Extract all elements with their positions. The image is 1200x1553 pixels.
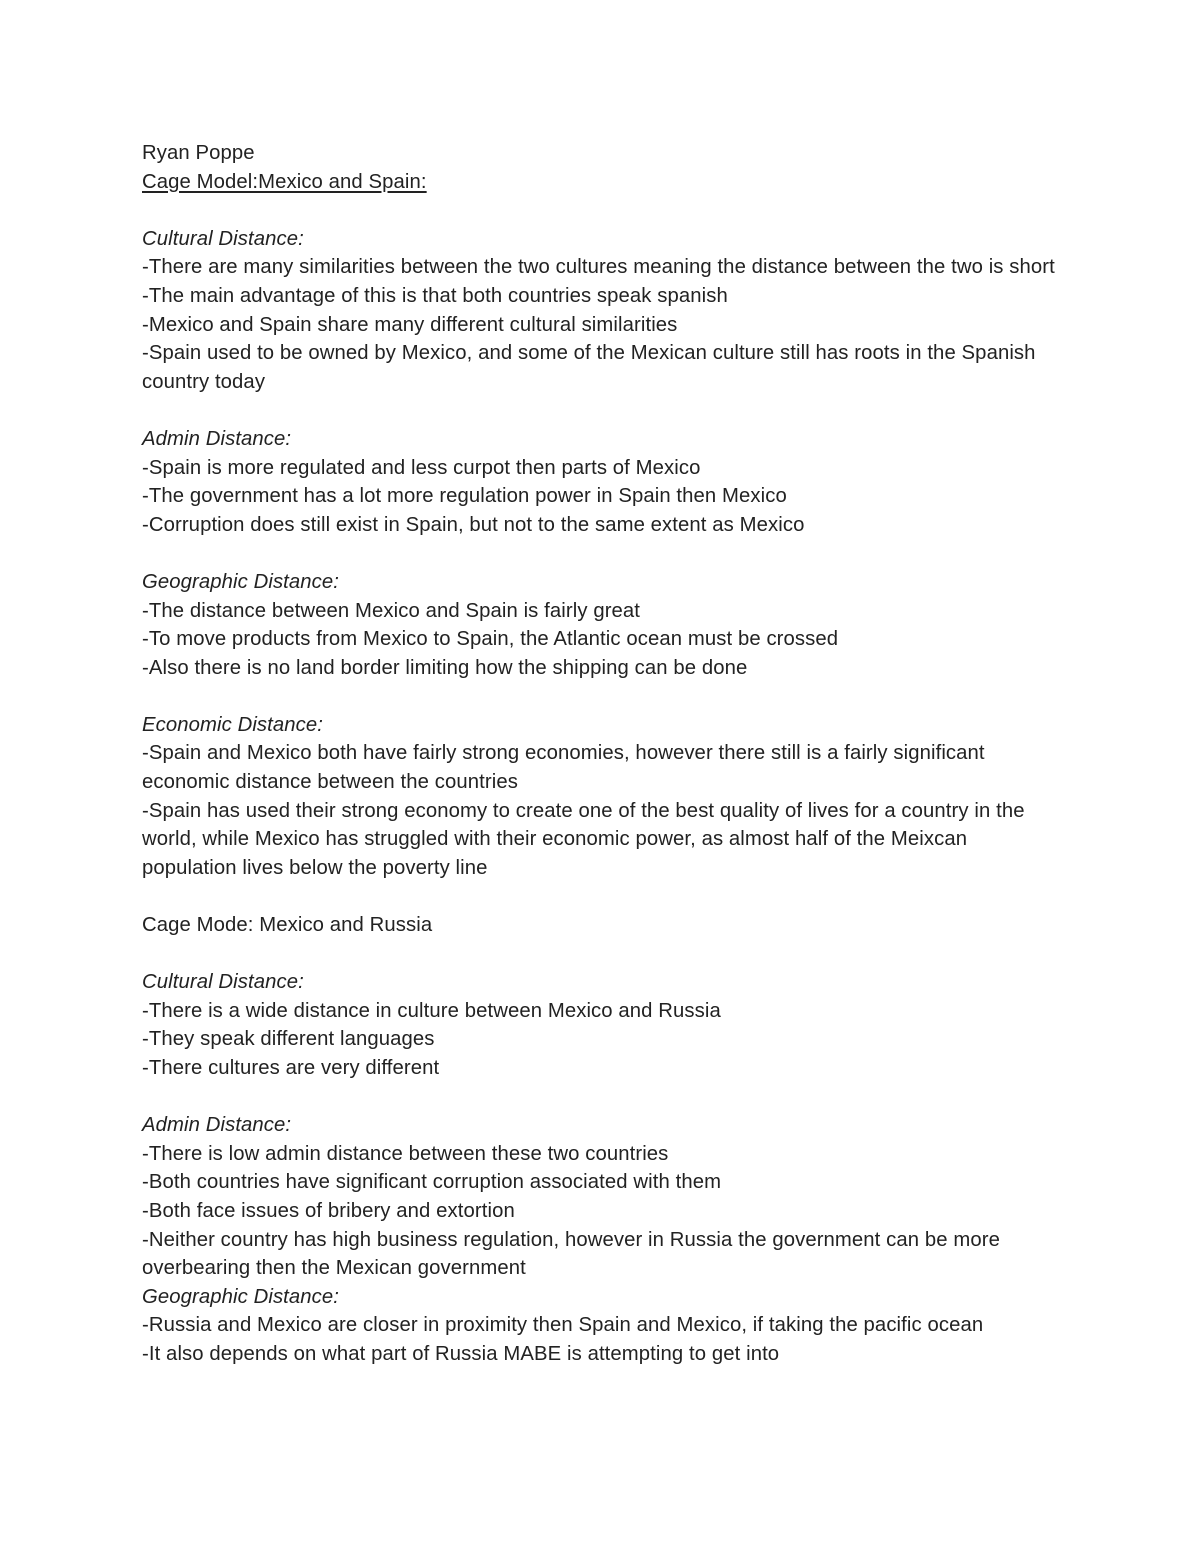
spacer <box>142 1083 1062 1112</box>
bullet-point: -The government has a lot more regulation power in Spain then Mexico <box>142 485 787 508</box>
bullet-point: -Mexico and Spain share many different cultural similarities <box>142 313 678 336</box>
section-heading: Admin Distance: <box>142 1114 292 1137</box>
spacer <box>142 539 1062 568</box>
spacer <box>142 882 1062 911</box>
bullet-point: -Spain used to be owned by Mexico, and some of the Mexican culture still has roots in the Spanish country today <box>142 342 1036 393</box>
document-body <box>142 139 1062 1369</box>
bullet-point: -To move products from Mexico to Spain, the Atlantic ocean must be crossed <box>142 628 839 651</box>
russia-admin-section <box>142 1111 1062 1283</box>
russia-geographic-section <box>142 1283 1062 1369</box>
spacer <box>142 396 1062 425</box>
author-name: Ryan Poppe <box>142 142 255 164</box>
russia-title: Cage Mode: Mexico and Russia <box>142 914 433 937</box>
bullet-point: -There cultures are very different <box>142 1057 440 1079</box>
spain-economic-section <box>142 711 1062 883</box>
bullet-point: -Corruption does still exist in Spain, but not to the same extent as Mexico <box>142 513 805 536</box>
bullet-point: -Neither country has high business regulation, however in Russia the government can be more overbearing then the Mexican government <box>142 1228 1000 1280</box>
spacer <box>142 682 1062 711</box>
bullet-point: -There is low admin distance between these two countries <box>142 1142 669 1165</box>
spacer <box>142 940 1062 969</box>
bullet-point: -Also there is no land border limiting how the shipping can be done <box>142 656 748 679</box>
bullet-point: -They speak different languages <box>142 1028 435 1051</box>
bullet-point: -There is a wide distance in culture between Mexico and Russia <box>142 999 721 1022</box>
spain-geographic-section <box>142 568 1062 682</box>
bullet-point: -It also depends on what part of Russia MABE is attempting to get into <box>142 1342 780 1365</box>
bullet-point: -The main advantage of this is that both countries speak spanish <box>142 284 728 307</box>
spacer <box>142 196 1062 225</box>
bullet-point: -Russia and Mexico are closer in proximity then Spain and Mexico, if taking the pacific ocean <box>142 1314 984 1337</box>
section-heading: Economic Distance: <box>142 713 324 736</box>
bullet-point: -Both face issues of bribery and extortion <box>142 1199 515 1222</box>
section-heading: Admin Distance: <box>142 427 292 450</box>
bullet-point: -Spain has used their strong economy to create one of the best quality of lives for a country in the world, while Mexico has struggled with their economic power, as almost half of the Meixcan population lives below the poverty line <box>142 799 1025 879</box>
bullet-point: -Spain and Mexico both have fairly strong economies, however there still is a fairly significant economic distance between the countries <box>142 742 985 794</box>
spain-admin-section <box>142 425 1062 539</box>
bullet-point: -There are many similarities between the two cultures meaning the distance between the two is short <box>142 256 1055 279</box>
bullet-point: -Both countries have significant corruption associated with them <box>142 1171 722 1194</box>
bullet-point: -Spain is more regulated and less curpot then parts of Mexico <box>142 456 701 479</box>
section-heading: Cultural Distance: <box>142 227 304 250</box>
russia-cultural-section <box>142 968 1062 1082</box>
section-heading: Cultural Distance: <box>142 971 304 994</box>
spain-cultural-section <box>142 225 1062 397</box>
section-heading: Geographic Distance: <box>142 1285 340 1308</box>
document-title: Cage Model:Mexico and Spain: <box>142 170 427 193</box>
bullet-point: -The distance between Mexico and Spain is fairly great <box>142 599 641 622</box>
section-heading: Geographic Distance: <box>142 570 340 593</box>
